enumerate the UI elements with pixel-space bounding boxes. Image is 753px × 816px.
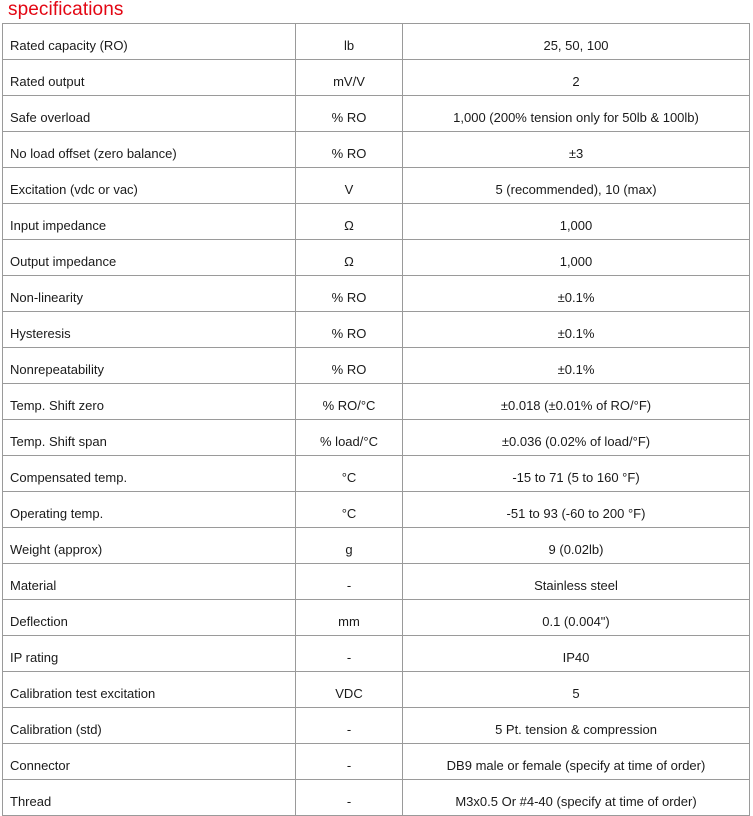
- spec-unit-cell: [296, 348, 403, 384]
- spec-parameter-cell: [3, 60, 296, 96]
- spec-value-cell: [403, 492, 750, 528]
- spec-parameter-cell: [3, 240, 296, 276]
- spec-value-text: ±0.018 (±0.01% of RO/°F): [500, 398, 652, 413]
- spec-parameter-cell: [3, 204, 296, 240]
- spec-row: [3, 204, 750, 240]
- spec-parameter-cell: [3, 456, 296, 492]
- spec-value-text: Stainless steel: [534, 578, 618, 593]
- spec-row: [3, 744, 750, 780]
- spec-value-cell: [403, 564, 750, 600]
- spec-parameter-text: Temp. Shift span: [10, 434, 107, 449]
- spec-unit-text: °C: [341, 470, 357, 485]
- spec-row: [3, 96, 750, 132]
- spec-unit-cell: [296, 384, 403, 420]
- spec-unit-cell: [296, 168, 403, 204]
- spec-parameter-cell: [3, 672, 296, 708]
- spec-unit-text: -: [346, 578, 352, 593]
- spec-row: [3, 420, 750, 456]
- spec-parameter-cell: [3, 708, 296, 744]
- spec-parameter-text: Output impedance: [10, 254, 117, 269]
- spec-value-cell: [403, 276, 750, 312]
- spec-parameter-text: Hysteresis: [10, 326, 71, 341]
- spec-value-cell: [403, 204, 750, 240]
- spec-value-text: 5 Pt. tension & compression: [495, 722, 657, 737]
- spec-value-text: ±0.036 (0.02% of load/°F): [501, 434, 651, 449]
- spec-parameter-cell: [3, 348, 296, 384]
- spec-unit-text: VDC: [335, 686, 363, 701]
- spec-value-text: 5 (recommended), 10 (max): [495, 182, 657, 197]
- spec-value-cell: [403, 24, 750, 60]
- spec-row: [3, 780, 750, 816]
- spec-value-text: 0.1 (0.004"): [542, 614, 610, 629]
- spec-row: [3, 528, 750, 564]
- spec-parameter-text: Input impedance: [10, 218, 107, 233]
- spec-value-cell: [403, 672, 750, 708]
- spec-unit-text: mm: [338, 614, 360, 629]
- spec-unit-cell: [296, 60, 403, 96]
- spec-value-cell: [403, 744, 750, 780]
- spec-unit-cell: [296, 492, 403, 528]
- spec-value-text: IP40: [562, 650, 590, 665]
- spec-parameter-text: IP rating: [10, 650, 59, 665]
- spec-parameter-cell: [3, 564, 296, 600]
- spec-row: [3, 276, 750, 312]
- specifications-table-body: [3, 24, 750, 816]
- spec-value-text: ±3: [568, 146, 584, 161]
- spec-value-cell: [403, 96, 750, 132]
- spec-parameter-text: Rated output: [10, 74, 85, 89]
- spec-unit-text: lb: [343, 38, 355, 53]
- spec-unit-cell: [296, 528, 403, 564]
- spec-unit-text: % RO: [331, 146, 367, 161]
- spec-value-cell: [403, 708, 750, 744]
- spec-row: [3, 168, 750, 204]
- section-title: specifications: [8, 0, 124, 20]
- spec-value-cell: [403, 168, 750, 204]
- spec-row: [3, 24, 750, 60]
- spec-row: [3, 456, 750, 492]
- spec-value-cell: [403, 636, 750, 672]
- spec-row: [3, 60, 750, 96]
- spec-value-text: M3x0.5 Or #4-40 (specify at time of order): [455, 794, 697, 809]
- spec-unit-cell: [296, 132, 403, 168]
- spec-parameter-text: Nonrepeatability: [10, 362, 104, 377]
- spec-value-text: -51 to 93 (-60 to 200 °F): [506, 506, 646, 521]
- spec-parameter-cell: [3, 276, 296, 312]
- spec-unit-text: -: [346, 758, 352, 773]
- spec-value-text: 5: [572, 686, 580, 701]
- spec-value-text: -15 to 71 (5 to 160 °F): [512, 470, 640, 485]
- spec-value-cell: [403, 384, 750, 420]
- spec-unit-text: % RO: [331, 290, 367, 305]
- spec-unit-cell: [296, 780, 403, 816]
- spec-unit-text: -: [346, 722, 352, 737]
- spec-row: [3, 384, 750, 420]
- spec-value-cell: [403, 60, 750, 96]
- spec-parameter-cell: [3, 744, 296, 780]
- spec-row: [3, 636, 750, 672]
- spec-unit-text: mV/V: [333, 74, 365, 89]
- spec-unit-cell: [296, 276, 403, 312]
- spec-parameter-text: Non-linearity: [10, 290, 83, 305]
- spec-parameter-text: Calibration (std): [10, 722, 102, 737]
- spec-value-text: ±0.1%: [557, 290, 595, 305]
- spec-value-text: ±0.1%: [557, 362, 595, 377]
- spec-value-cell: [403, 312, 750, 348]
- spec-value-cell: [403, 456, 750, 492]
- spec-unit-cell: [296, 600, 403, 636]
- spec-unit-text: % RO/°C: [322, 398, 376, 413]
- spec-parameter-cell: [3, 312, 296, 348]
- spec-unit-text: Ω: [344, 218, 354, 233]
- spec-unit-text: Ω: [344, 254, 354, 269]
- spec-value-cell: [403, 420, 750, 456]
- spec-unit-cell: [296, 672, 403, 708]
- spec-parameter-text: Calibration test excitation: [10, 686, 156, 701]
- spec-parameter-cell: [3, 600, 296, 636]
- spec-parameter-text: Thread: [10, 794, 52, 809]
- spec-unit-text: % RO: [331, 326, 367, 341]
- spec-row: [3, 672, 750, 708]
- spec-unit-cell: [296, 240, 403, 276]
- spec-unit-text: % RO: [331, 110, 367, 125]
- spec-parameter-text: Safe overload: [10, 110, 91, 125]
- spec-parameter-text: Weight (approx): [10, 542, 103, 557]
- specifications-table: [2, 23, 750, 816]
- spec-unit-cell: [296, 456, 403, 492]
- spec-parameter-text: Connector: [10, 758, 70, 773]
- spec-parameter-text: Deflection: [10, 614, 68, 629]
- spec-unit-cell: [296, 636, 403, 672]
- spec-unit-text: -: [346, 794, 352, 809]
- spec-unit-text: °C: [341, 506, 357, 521]
- spec-value-cell: [403, 132, 750, 168]
- spec-row: [3, 312, 750, 348]
- spec-value-cell: [403, 240, 750, 276]
- spec-parameter-cell: [3, 132, 296, 168]
- spec-row: [3, 132, 750, 168]
- spec-value-cell: [403, 600, 750, 636]
- spec-value-text: 9 (0.02lb): [548, 542, 604, 557]
- spec-row: [3, 708, 750, 744]
- spec-parameter-cell: [3, 492, 296, 528]
- spec-parameter-cell: [3, 96, 296, 132]
- spec-value-text: 2: [572, 74, 580, 89]
- spec-unit-text: % RO: [331, 362, 367, 377]
- spec-unit-cell: [296, 96, 403, 132]
- spec-parameter-text: Compensated temp.: [10, 470, 128, 485]
- spec-parameter-cell: [3, 24, 296, 60]
- spec-row: [3, 240, 750, 276]
- spec-value-text: DB9 male or female (specify at time of order): [446, 758, 706, 773]
- spec-parameter-cell: [3, 420, 296, 456]
- spec-row: [3, 600, 750, 636]
- spec-unit-text: -: [346, 650, 352, 665]
- spec-parameter-cell: [3, 528, 296, 564]
- spec-parameter-cell: [3, 384, 296, 420]
- spec-value-cell: [403, 780, 750, 816]
- spec-value-cell: [403, 348, 750, 384]
- spec-unit-cell: [296, 708, 403, 744]
- spec-unit-text: V: [344, 182, 354, 197]
- spec-unit-text: g: [345, 542, 353, 557]
- spec-unit-cell: [296, 564, 403, 600]
- spec-unit-cell: [296, 204, 403, 240]
- spec-parameter-text: Excitation (vdc or vac): [10, 182, 138, 197]
- spec-unit-cell: [296, 420, 403, 456]
- spec-unit-cell: [296, 312, 403, 348]
- spec-unit-cell: [296, 744, 403, 780]
- spec-parameter-cell: [3, 636, 296, 672]
- spec-row: [3, 348, 750, 384]
- spec-value-text: 1,000 (200% tension only for 50lb & 100lb): [453, 110, 699, 125]
- spec-value-text: 1,000: [559, 218, 593, 233]
- spec-unit-text: % load/°C: [320, 434, 378, 449]
- spec-parameter-cell: [3, 780, 296, 816]
- spec-row: [3, 564, 750, 600]
- spec-parameter-text: No load offset (zero balance): [10, 146, 177, 161]
- spec-value-text: ±0.1%: [557, 326, 595, 341]
- spec-unit-cell: [296, 24, 403, 60]
- spec-value-cell: [403, 528, 750, 564]
- spec-value-text: 25, 50, 100: [543, 38, 609, 53]
- spec-parameter-text: Temp. Shift zero: [10, 398, 104, 413]
- spec-parameter-text: Rated capacity (RO): [10, 38, 128, 53]
- spec-parameter-text: Operating temp.: [10, 506, 104, 521]
- spec-parameter-cell: [3, 168, 296, 204]
- spec-parameter-text: Material: [10, 578, 57, 593]
- spec-value-text: 1,000: [559, 254, 593, 269]
- spec-row: [3, 492, 750, 528]
